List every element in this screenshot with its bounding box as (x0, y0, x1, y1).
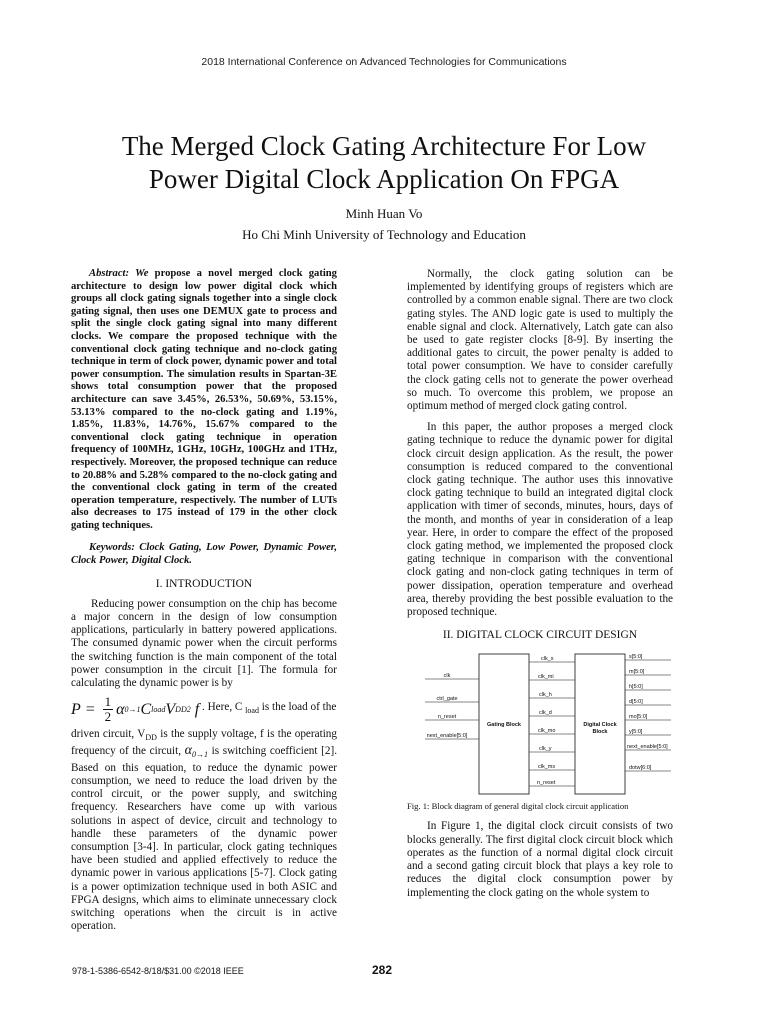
title-line-2: Power Digital Clock Application On FPGA (148, 164, 620, 194)
intro-paragraph-2: driven circuit, $V_{DD}$ is the supply voltage, f is the operating frequency of the circuit, $\alpha_{0\to 1}$ is switching coefficient [2]. Based on this equation, to reduce the dynamic power consumption, we need to reduce the load driven by the control circuit, or the power supply, and switching frequency. Researchers have come up with various solutions in aspect of device, circuit and technology to handle these parameters of the dynamic power consumption [3-4]. In particular, clock gating techniques have been studied and applied effectively to reduce the dynamic power in various applications [5-7]. Clock gating is a power optimization technique used in both ASIC and FPGA designs, which aims to eliminate unnecessary clock switching operations when the circuit is in active operation. (71, 728, 337, 933)
output-label-y: y[5:0] (629, 729, 643, 736)
output-signals (625, 654, 671, 771)
gating-block-label: Gating Block (487, 722, 521, 729)
right-paragraph-1: Normally, the clock gating solution can be implemented by identifying groups of registers which are controlled by a common enable signal. There are two clock gating styles. The AND logic gate is used to multiply the enable signal and clock. Alternatively, Latch gate can also be used to gate register clocks [8-9]. By inserting the additional gates to circuit, the power penalty is added to total power consumption. We have to consider carefully the clock gating cells not to generate the power overhead so much. To overcome this problem, we propose an optimum method of merged clock gating control. (407, 268, 673, 413)
section-heading-design: II. DIGITAL CLOCK CIRCUIT DESIGN (442, 629, 638, 642)
mid-label-clk-d: clk_d (539, 710, 552, 717)
input-signals (425, 673, 479, 739)
mid-label-clk-h: clk_h (539, 692, 552, 699)
right-paragraph-3: In Figure 1, the digital clock circuit consists of two blocks generally. The first digital clock circuit block which operates as the function of a normal digital clock circuit and a second gating circuit block that plays a key role to reduces the digital clock consumption power by implementing the clock gating on the whole system to (407, 820, 673, 899)
mid-label-clk-ms: clk_ms (538, 764, 556, 771)
author-name: Minh Huan Vo (345, 206, 423, 221)
footer-isbn: 978-1-5386-6542-8/18/$31.00 ©2018 IEEE (72, 966, 244, 976)
mid-label-clk-mo: clk_mo (538, 728, 556, 735)
mid-label-clk-s: clk_s (541, 656, 554, 663)
mid-label-clk-mi: clk_mi (538, 674, 554, 681)
paper-title (40, 130, 728, 196)
clock-block-label-1: Digital Clock (583, 722, 617, 729)
input-label-clk: clk (443, 673, 451, 680)
formula-expression: P = $\frac{1}{2}$ α 0→1 C load V DD 2 f (71, 693, 200, 724)
intro-paragraph-1: Reducing power consumption on the chip has become a major concern in the design of low consumption applications, particularly in battery powered applications. The consumed dynamic power when the circuit performs the switching function is the main component of the total power consumption in the circuit [1]. The formula for calculating the dynamic power is by (71, 597, 337, 690)
right-paragraph-2: In this paper, the author proposes a merged clock gating technique to reduce the dynamic power for digital clock circuit design application. As the result, the power consumption is reduced compared to the conventional clock gating technique. The author uses this innovative clock gating technique to build an integrated digital clock application with timer of seconds, minutes, hours, days of the month, and months of year in consideration of a leap year. Here, in order to compare the effect of the proposed clock gating method, we implemented the proposed clock gating technique in comparison with the conventional clock gating and non-clock gating techniques in term of power dissipation, operation temperature and overhead area, thereby providing the best possible evaluation to the proposed technique. (407, 421, 673, 619)
output-label-d: d[5:0] (629, 699, 643, 706)
output-label-m: m[5:0] (629, 669, 645, 676)
block-diagram-svg (407, 649, 673, 799)
left-column (71, 268, 337, 933)
clock-block-label-2: Block (592, 729, 608, 736)
section-heading-introduction: I. INTRODUCTION (155, 577, 253, 590)
keywords: Keywords: Clock Gating, Low Power, Dynamic Power, Clock Power, Digital Clock. (71, 542, 337, 567)
output-label-dotw: dotw[6:0] (629, 765, 652, 772)
input-label-ctrl-gate: ctrl_gate (436, 696, 458, 703)
title-line-1: The Merged Clock Gating Architecture For Low (121, 131, 647, 161)
abstract (71, 268, 337, 532)
page-number: 282 (372, 963, 393, 977)
mid-label-n-reset: n_reset (537, 780, 556, 787)
formula-text-after: . Here, C $_{load}$ is the load of the (201, 701, 337, 716)
output-label-s: s[5:0] (629, 654, 643, 661)
author-affiliation: Ho Chi Minh University of Technology and Education (242, 227, 526, 242)
conference-header: 2018 International Conference on Advanced Technologies for Communications (201, 56, 567, 68)
output-label-h: h[5:0] (629, 684, 643, 691)
right-column (407, 268, 673, 900)
input-label-next-enable: next_enable[5:0] (426, 733, 468, 740)
middle-signals (529, 656, 575, 786)
output-label-mo: mo[5:0] (629, 714, 648, 721)
abstract-label: Abstract: We (89, 268, 149, 279)
abstract-text: propose a novel merged clock gating architecture to design low power digital clock which groups all clock gating signals together into a single clock gating signal, then uses one DEMUX gate to process and split the single clock gating signal into many different clocks. We compare the proposed technique with the conventional clock gating technique and no-clock gating technique in term of clock power, dynamic power and total power consumption. The simulation results in Spartan-3E shows total consumption power that the proposed architecture can save 3.45%, 26.53%, 50.69%, 53.15%, 53.13% compared to the no-clock gating and 1.19%, 1.85%, 11.83%, 14.76%, 15.67% compared to the conventional clock gating technique in operation frequency of 100MHz, 1GHz, 10GHz, 100GHz and 1THz, respectively. Moreover, the proposed technique can reduce to 20.88% and 5.28% compared to the no-clock gating and the conventional clock gating in term of the created operation temperature, respectively. The number of LUTs also decreases to 175 instead of 179 in the other clock gating techniques. (71, 268, 337, 531)
input-label-n-reset: n_reset (437, 714, 457, 721)
mid-label-clk-y: clk_y (539, 746, 552, 753)
figure-caption: Fig. 1: Block diagram of general digital clock circuit application (407, 801, 629, 812)
output-label-next-enable: next_enable[5:0] (627, 744, 668, 751)
figure-block-diagram (407, 649, 673, 799)
dynamic-power-formula (71, 692, 337, 726)
